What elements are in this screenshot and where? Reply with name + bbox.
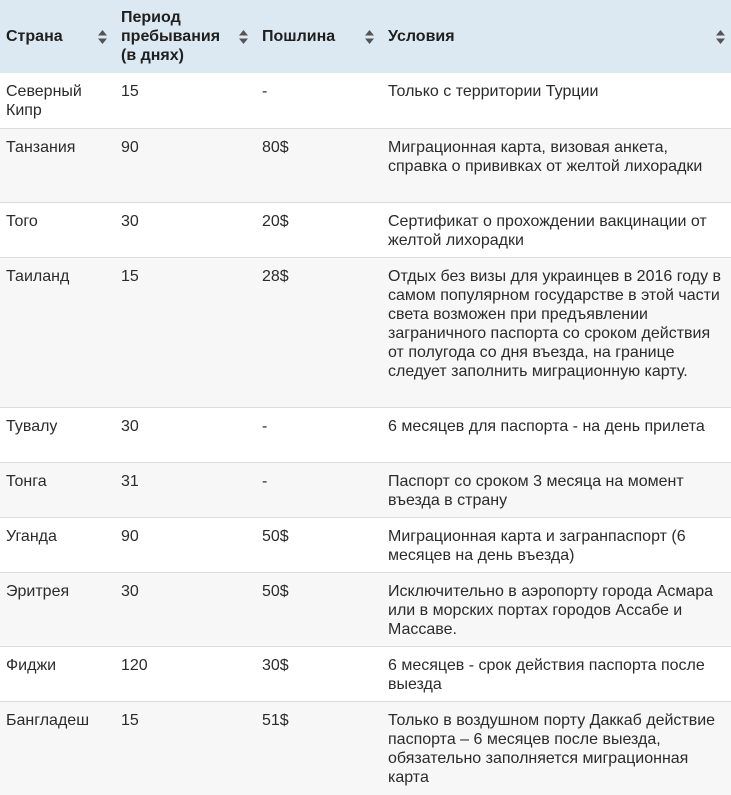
sort-arrows-icon[interactable] <box>239 30 248 44</box>
cell-period: 120 <box>121 656 148 674</box>
cell-fee: 28$ <box>262 267 289 285</box>
table-row <box>0 646 731 701</box>
cell-conditions: Паспорт со сроком 3 месяца на момент въезда в страну <box>388 472 684 509</box>
cell-conditions: Сертификат о прохождении вакцинации от желтой лихорадки <box>388 212 707 249</box>
cell-conditions: Миграционная карта и загранпаспорт (6 месяцев на день въезда) <box>388 527 686 564</box>
cell-country: Танзания <box>6 138 76 156</box>
column-header-period[interactable] <box>113 0 254 73</box>
sort-arrows-icon[interactable] <box>98 30 107 44</box>
cell-conditions: Миграционная карта, визовая анкета, справка о прививках от желтой лихорадки <box>388 138 703 175</box>
table-row <box>0 257 731 407</box>
cell-fee: 80$ <box>262 138 289 156</box>
cell-country: Того <box>6 212 38 230</box>
cell-fee: 20$ <box>262 212 289 230</box>
table-row <box>0 407 731 462</box>
cell-conditions: 6 месяцев - срок действия паспорта после выезда <box>388 656 705 693</box>
cell-period: 30 <box>121 417 139 435</box>
cell-conditions: Исключительно в аэропорту города Асмара или в морских портах городов Ассабе и Массаве. <box>388 582 714 638</box>
sort-arrows-icon[interactable] <box>365 30 374 44</box>
column-header-country[interactable] <box>0 0 113 73</box>
cell-country: Фиджи <box>6 656 57 674</box>
cell-fee: 30$ <box>262 656 289 674</box>
table-row <box>0 701 731 795</box>
cell-country: Северный Кипр <box>6 83 82 119</box>
cell-country: Бангладеш <box>6 711 90 729</box>
cell-fee: - <box>262 417 268 435</box>
column-header-label: Период пребывания (в днях) <box>121 9 221 64</box>
table-header-row <box>0 0 731 73</box>
cell-fee: 50$ <box>262 582 289 600</box>
cell-conditions: Только с территории Турции <box>388 83 599 100</box>
cell-conditions: Только в воздушном порту Даккаб действие паспорта – 6 месяцев после выезда, обязательно заполняется миграционная карта <box>388 711 716 786</box>
cell-period: 90 <box>121 527 139 545</box>
cell-period: 15 <box>121 711 139 729</box>
cell-fee: - <box>262 83 268 100</box>
cell-period: 15 <box>121 83 139 100</box>
cell-country: Тонга <box>6 472 47 490</box>
table-row <box>0 128 731 202</box>
cell-country: Тувалу <box>6 417 58 435</box>
table-row <box>0 73 731 128</box>
cell-fee: 51$ <box>262 711 289 729</box>
column-header-conditions[interactable] <box>380 0 731 73</box>
table-row <box>0 572 731 646</box>
table-row <box>0 517 731 572</box>
cell-period: 31 <box>121 472 139 490</box>
table-row <box>0 202 731 257</box>
cell-period: 30 <box>121 212 139 230</box>
column-header-label: Пошлина <box>262 28 336 45</box>
cell-fee: - <box>262 472 268 490</box>
cell-period: 15 <box>121 267 139 285</box>
cell-fee: 50$ <box>262 527 289 545</box>
cell-country: Эритрея <box>6 582 70 600</box>
cell-country: Таиланд <box>6 267 70 285</box>
table-row <box>0 462 731 517</box>
sort-arrows-icon[interactable] <box>716 30 725 44</box>
cell-period: 90 <box>121 138 139 156</box>
cell-conditions: Отдых без визы для украинцев в 2016 году в самом популярном государстве в этой части света возможен при предъявлении заграничного паспорта со сроком действия от полугода со дня въезда, на границе следует заполнить миграционную карту. <box>388 267 722 380</box>
cell-period: 30 <box>121 582 139 600</box>
cell-country: Уганда <box>6 527 57 545</box>
column-header-label: Условия <box>388 28 455 45</box>
column-header-label: Страна <box>6 28 63 45</box>
cell-conditions: 6 месяцев для паспорта - на день прилета <box>388 417 705 435</box>
column-header-fee[interactable] <box>254 0 380 73</box>
